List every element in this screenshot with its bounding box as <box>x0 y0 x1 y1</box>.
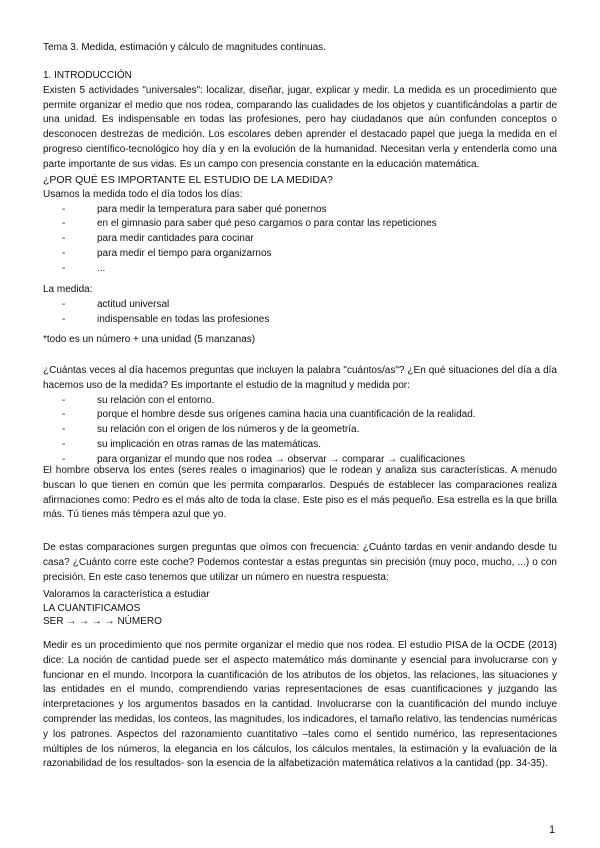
hombre-paragraph: El hombre observa los entes (seres reales o imaginarios) que le rodean y analiza sus características. A menudo buscan lo que tienen en común que les permita compararlos. Después de establecer las comparaciones realiza afirmaciones como: Pedro es el más alto de toda la clase. Este piso es el más pequeño. Esa estrella es la que brilla más. Tú tienes más témpera azul que yo. <box>43 465 557 521</box>
list-item: - actitud universal <box>43 298 557 313</box>
medida-list <box>43 298 557 328</box>
questions-section <box>43 364 557 468</box>
list-item: - para medir cantidades para cocinar <box>43 232 557 247</box>
intro-paragraph: Existen 5 actividades "universales": localizar, diseñar, jugar, explicar y medir. La medida es un procedimiento que permite organizar el medio que nos rodea, comparando las cualidades de los objetos y cuantificándolas a partir de una unidad. Es indispensable en todas las profesiones, pero hay ciudadanos que aún confunden conceptos o desconocen destrezas de medición. Los escolares deben aprender el destacado papel que juega la medida en el progreso científico-tecnológico hoy día y en la evolución de la humanidad. Necesitan verla y entenderla como una parte importante de sus vidas. Es un campo con presencia constante en la educación matemática. <box>43 84 557 170</box>
comparaciones-paragraph: De estas comparaciones surgen preguntas que oímos con frecuencia: ¿Cuánto tardas en venir andando desde tu casa? ¿Cuánto corre este coche? Podemos contestar a estas preguntas sin precisión (muy poco, mucho, ...) o con precisión. En este caso tenemos que utilizar un número en nuestra respuesta: <box>43 542 557 583</box>
list-item: - para medir el tiempo para organizarnos <box>43 247 557 262</box>
intro-section <box>43 69 557 173</box>
medida-lead: La medida: <box>43 284 93 295</box>
valoramos-block <box>43 588 557 629</box>
medir-paragraph: Medir es un procedimiento que nos permite organizar el medio que nos rodea. El estudio PISA de la OCDE (2013) dice: La noción de cantidad puede ser el aspecto matemático más dominante y esencial para involucrarse con y funcionar en el mundo. Incorpora la cuantificación de los atributos de los objetos, las relaciones, las situaciones y las entidades en el mundo, comprendiendo varias representaciones de esas cuantificaciones y juzgando las interpretaciones y los argumentos basados en la cantidad. Involucrarse con la cuantificación del mundo incluye comprender las medidas, los conteos, las magnitudes, los indicadores, el tamaño relativo, las tendencias numéricas y los patrones. Aspectos del razonamiento cuantitativo –tales como el sentido numérico, las representaciones múltiples de los números, la elegancia en los cálculos, los cálculos mentales, la estimación y la evaluación de la razonabilidad de los resultados- son la esencia de la alfabetización matemática relativos a la cantidad (pp. 34-35). <box>43 640 557 770</box>
questions-paragraph: ¿Cuántas veces al día hacemos preguntas que incluyen la palabra "cuántos/as"? ¿En qué situaciones del día a día hacemos uso de la medida? Es importante el estudio de la magnitud y medida por: <box>43 365 557 391</box>
section-heading: 1. INTRODUCCIÓN <box>43 70 132 81</box>
document-title: Tema 3. Medida, estimación y cálculo de magnitudes continuas. <box>43 42 326 53</box>
list-item: - en el gimnasio para saber qué peso cargamos o para contar las repeticiones <box>43 217 557 232</box>
section-heading: ¿POR QUÉ ES IMPORTANTE EL ESTUDIO DE LA MEDIDA? <box>43 174 333 186</box>
list-item: - para organizar el mundo que nos rodea → observar → comparar → cualificaciones <box>43 453 557 468</box>
questions-list <box>43 394 557 468</box>
why-lead: Usamos la medida todo el día todos los días: <box>43 188 243 200</box>
list-item: - su relación con el entorno. <box>43 394 557 409</box>
list-item: - su implicación en otras ramas de las matemáticas. <box>43 438 557 453</box>
why-section <box>43 173 557 277</box>
list-item: - porque el hombre desde sus orígenes camina hacia una cuantificación de la realidad. <box>43 408 557 423</box>
list-item: - su relación con el origen de los números y de la geometría. <box>43 423 557 438</box>
valoramos-line: Valoramos la característica a estudiar <box>43 589 210 600</box>
list-item: - para medir la temperatura para saber qué ponernos <box>43 203 557 218</box>
valoramos-line: SER → → → → NÚMERO <box>43 616 162 627</box>
why-list <box>43 203 557 277</box>
valoramos-line: LA CUANTIFICAMOS <box>43 602 141 614</box>
list-item: - indispensable en todas las profesiones <box>43 313 557 328</box>
medida-section <box>43 283 557 327</box>
page-number: 1 <box>549 824 556 836</box>
list-item: - ... <box>43 262 557 277</box>
note: *todo es un número + una unidad (5 manzanas) <box>43 334 256 345</box>
